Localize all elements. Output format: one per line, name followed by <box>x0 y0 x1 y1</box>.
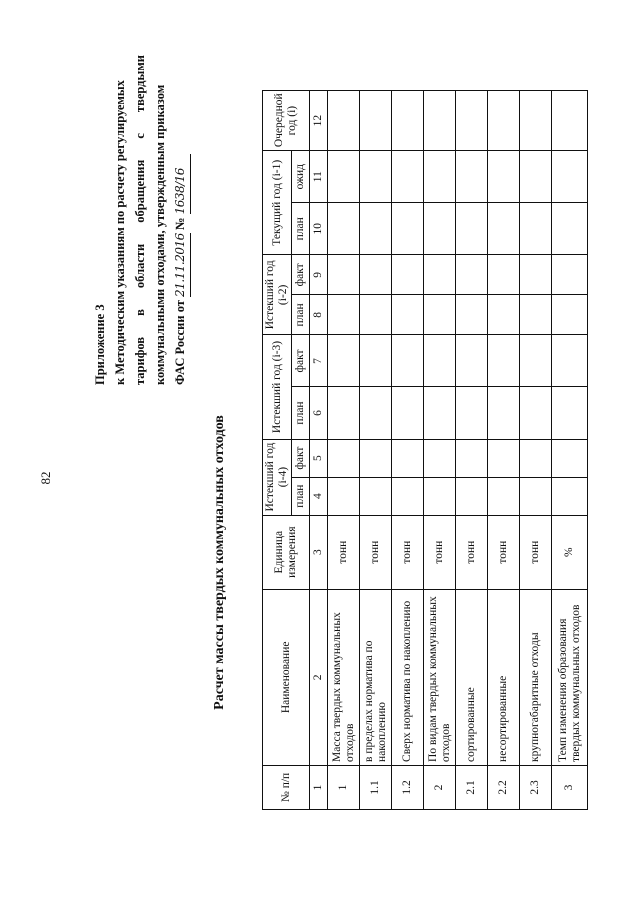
empty-cell <box>424 255 456 295</box>
table-row <box>360 91 392 810</box>
empty-cell <box>392 387 424 439</box>
empty-cell <box>456 203 488 255</box>
appendix-word: с <box>133 133 147 139</box>
column-number: 12 <box>310 91 328 151</box>
empty-cell <box>360 203 392 255</box>
number-label: № <box>173 217 187 231</box>
empty-cell <box>520 91 552 151</box>
empty-cell <box>424 477 456 515</box>
column-number: 4 <box>310 477 328 515</box>
empty-cell <box>424 295 456 335</box>
empty-cell <box>488 439 520 477</box>
table-row <box>392 91 424 810</box>
row-name: сортированные <box>456 589 488 765</box>
empty-cell <box>360 255 392 295</box>
empty-cell <box>520 477 552 515</box>
handwritten-date: 21.11.2016 <box>170 233 191 297</box>
header-period-1: Истекший год (i-4) <box>263 439 292 515</box>
table-row <box>552 91 588 810</box>
appendix-word: области <box>133 243 147 289</box>
empty-cell <box>328 295 360 335</box>
header-unit: Единица измерения <box>263 515 310 589</box>
empty-cell <box>328 203 360 255</box>
row-name: крупногабаритные отходы <box>520 589 552 765</box>
header-period-3: Истекший год (i-2) <box>263 255 292 335</box>
row-name: По видам твердых коммунальных отходов <box>424 589 456 765</box>
row-num: 1.1 <box>360 765 392 809</box>
empty-cell <box>392 477 424 515</box>
appendix-word: твердыми <box>133 55 147 113</box>
column-number: 1 <box>310 765 328 809</box>
appendix-word: обращения <box>133 159 147 223</box>
table-row <box>328 91 360 810</box>
empty-cell <box>488 255 520 295</box>
column-number: 7 <box>310 335 328 387</box>
row-num: 3 <box>552 765 588 809</box>
header-num: № п/п <box>263 765 310 809</box>
appendix-word: в <box>133 309 147 316</box>
subheader-cell: факт <box>292 439 310 477</box>
empty-cell <box>360 439 392 477</box>
empty-cell <box>392 295 424 335</box>
table-row <box>520 91 552 810</box>
empty-cell <box>488 477 520 515</box>
empty-cell <box>456 335 488 387</box>
column-number: 8 <box>310 295 328 335</box>
empty-cell <box>328 477 360 515</box>
empty-cell <box>424 335 456 387</box>
table-row <box>424 91 456 810</box>
row-unit: тонн <box>392 515 424 589</box>
row-num: 2.3 <box>520 765 552 809</box>
empty-cell <box>520 255 552 295</box>
empty-cell <box>392 255 424 295</box>
empty-cell <box>488 91 520 151</box>
empty-cell <box>360 295 392 335</box>
empty-cell <box>456 151 488 203</box>
empty-cell <box>520 151 552 203</box>
empty-cell <box>520 439 552 477</box>
appendix-line-3 <box>130 55 150 385</box>
subheader-cell: план <box>292 477 310 515</box>
empty-cell <box>328 91 360 151</box>
empty-cell <box>552 439 588 477</box>
empty-cell <box>520 387 552 439</box>
subheader-cell: ожид <box>292 151 310 203</box>
empty-cell <box>424 439 456 477</box>
appendix-line-4: коммунальными отходами, утвержденным приказом <box>153 84 167 385</box>
header-period-2: Истекший год (i-3) <box>263 335 292 439</box>
column-number: 5 <box>310 439 328 477</box>
empty-cell <box>328 335 360 387</box>
empty-cell <box>456 387 488 439</box>
empty-cell <box>552 151 588 203</box>
appendix-line-2: к Методическим указаниям по расчету регулируемых <box>113 80 127 385</box>
empty-cell <box>456 439 488 477</box>
empty-cell <box>424 91 456 151</box>
empty-cell <box>360 477 392 515</box>
subheader-cell: план <box>292 387 310 439</box>
empty-cell <box>456 91 488 151</box>
empty-cell <box>456 255 488 295</box>
subheader-cell: факт <box>292 335 310 387</box>
empty-cell <box>520 203 552 255</box>
column-number: 3 <box>310 515 328 589</box>
empty-cell <box>552 203 588 255</box>
empty-cell <box>392 203 424 255</box>
appendix-date-prefix: ФАС России от <box>173 300 187 385</box>
row-name: Темп изменения образования твердых коммунальных отходов <box>552 589 588 765</box>
row-unit: тонн <box>328 515 360 589</box>
waste-mass-table <box>262 90 588 810</box>
column-number: 2 <box>310 589 328 765</box>
row-name: Масса твердых коммунальных отходов <box>328 589 360 765</box>
row-num: 1.2 <box>392 765 424 809</box>
header-period-4: Текущий год (i-1) <box>263 151 292 255</box>
empty-cell <box>488 151 520 203</box>
empty-cell <box>456 477 488 515</box>
empty-cell <box>488 387 520 439</box>
empty-cell <box>328 151 360 203</box>
empty-cell <box>328 439 360 477</box>
empty-cell <box>392 439 424 477</box>
empty-cell <box>552 335 588 387</box>
table-title <box>212 0 228 905</box>
row-num: 2.2 <box>488 765 520 809</box>
empty-cell <box>360 91 392 151</box>
subheader-cell: план <box>292 295 310 335</box>
empty-cell <box>424 203 456 255</box>
header-period-5: Очередной год (i) <box>263 91 310 151</box>
column-number: 6 <box>310 387 328 439</box>
appendix-line-1: Приложение 3 <box>93 304 107 385</box>
empty-cell <box>488 203 520 255</box>
table-title-text: Расчет массы твердых коммунальных отходов <box>212 415 227 710</box>
row-num: 1 <box>328 765 360 809</box>
header-name: Наименование <box>263 589 310 765</box>
row-name: несортированные <box>488 589 520 765</box>
row-unit: тонн <box>424 515 456 589</box>
table-row <box>456 91 488 810</box>
table-row <box>488 91 520 810</box>
row-unit: тонн <box>456 515 488 589</box>
column-number: 11 <box>310 151 328 203</box>
row-name: в пределах норматива по накоплению <box>360 589 392 765</box>
row-name: Сверх норматива по накоплению <box>392 589 424 765</box>
subheader-cell: план <box>292 203 310 255</box>
row-unit: % <box>552 515 588 589</box>
empty-cell <box>360 335 392 387</box>
empty-cell <box>520 335 552 387</box>
appendix-header <box>90 55 191 385</box>
empty-cell <box>552 295 588 335</box>
empty-cell <box>328 255 360 295</box>
empty-cell <box>488 335 520 387</box>
empty-cell <box>552 91 588 151</box>
page-number: 82 <box>38 471 53 485</box>
row-unit: тонн <box>520 515 552 589</box>
empty-cell <box>392 151 424 203</box>
subheader-cell: факт <box>292 255 310 295</box>
empty-cell <box>552 477 588 515</box>
empty-cell <box>360 151 392 203</box>
empty-cell <box>456 295 488 335</box>
empty-cell <box>424 151 456 203</box>
empty-cell <box>328 387 360 439</box>
row-num: 2.1 <box>456 765 488 809</box>
empty-cell <box>424 387 456 439</box>
row-unit: тонн <box>360 515 392 589</box>
row-unit: тонн <box>488 515 520 589</box>
empty-cell <box>360 387 392 439</box>
empty-cell <box>552 255 588 295</box>
column-number: 9 <box>310 255 328 295</box>
column-number: 10 <box>310 203 328 255</box>
appendix-line-5 <box>170 55 191 385</box>
empty-cell <box>392 91 424 151</box>
header-row <box>263 91 292 810</box>
appendix-word: тарифов <box>133 336 147 385</box>
row-num: 2 <box>424 765 456 809</box>
empty-cell <box>488 295 520 335</box>
handwritten-number: 1638/16 <box>170 154 191 214</box>
empty-cell <box>392 335 424 387</box>
column-number-row <box>310 91 328 810</box>
empty-cell <box>552 387 588 439</box>
empty-cell <box>520 295 552 335</box>
